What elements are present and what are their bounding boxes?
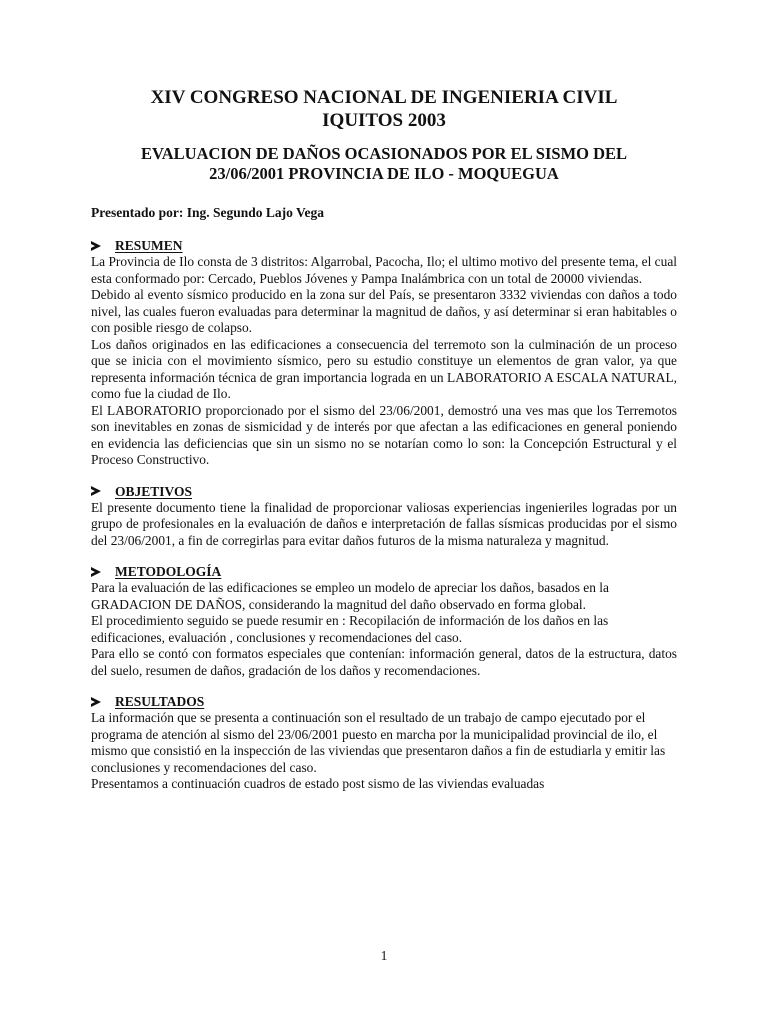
section-heading-label: RESULTADOS (115, 694, 205, 709)
paragraph: Los daños originados en las edificaciones a consecuencia del terremoto son la culminación de un proceso que se inicia con el movimiento sísmico, pero su estudio constituye un elementos de gran valor, ya que representa información técnica de gran importancia lograda en un LABORATORIO A ESCALA NATURAL, como fue la ciudad de Ilo. (91, 336, 677, 401)
paragraph: La información que se presenta a continuación son el resultado de un trabajo de campo ejecutado por el programa de atención al sismo del 23/06/2001 puesto en marcha por la municipalidad provincial de ilo, el mismo que consistió en la inspección de las viviendas que presentaron daños a fin de estudiarla y emitir las conclusiones y recomendaciones del caso. (91, 710, 666, 775)
section-heading (91, 563, 677, 580)
section-heading-label: RESUMEN (115, 238, 183, 253)
subtitle-line-2: 23/06/2001 PROVINCIA DE ILO - MOQUEGUA (209, 164, 559, 183)
arrow-bullet-icon (91, 486, 101, 496)
document-subtitle (91, 144, 677, 184)
paragraph: Para ello se contó con formatos especiales que contenían: información general, datos de la estructura, datos del suelo, resumen de daños, gradación de los daños y recomendaciones. (91, 646, 677, 678)
section-resultados (91, 693, 677, 793)
paragraph: El procedimiento seguido se puede resumir en : Recopilación de información de los daños en las edificaciones, evaluación , conclusiones y recomendaciones del caso. (91, 613, 609, 645)
arrow-bullet-icon (91, 697, 101, 707)
paragraph: Para la evaluación de las edificaciones se empleo un modelo de apreciar los daños, basados en la GRADACION DE DAÑOS, considerando la magnitud del daño observado en forma global. (91, 580, 609, 612)
section-heading (91, 237, 677, 254)
title-line-2: IQUITOS 2003 (322, 110, 446, 131)
document-title (91, 86, 677, 132)
paragraph: La Provincia de Ilo consta de 3 distritos: Algarrobal, Pacocha, Ilo; el ultimo motivo del presente tema, el cual esta conformado por: Cercado, Pueblos Jóvenes y Pampa Inalámbrica con un total de 20000 viviendas. (91, 254, 677, 286)
paragraph: Debido al evento sísmico producido en la zona sur del País, se presentaron 3332 viviendas con daños a todo nivel, las cuales fueron evaluadas para determinar la magnitud de daños, y así determinar si eran habitables o con posible riesgo de colapso. (91, 287, 677, 335)
document-page (91, 86, 677, 793)
section-heading-label: METODOLOGÍA (115, 564, 222, 579)
section-metodologia (91, 563, 677, 679)
paragraph: El presente documento tiene la finalidad de proporcionar valiosas experiencias ingenieriles logradas por un grupo de profesionales en la evaluación de daños e interpretación de fallas sísmicas producidas por el sismo del 23/06/2001, a fin de corregirlas para evitar daños futuros de la misma naturaleza y magnitud. (91, 499, 677, 548)
section-heading-label: OBJETIVOS (115, 483, 193, 499)
section-objetivos (91, 483, 677, 550)
section-resumen (91, 237, 677, 469)
paragraph: El LABORATORIO proporcionado por el sismo del 23/06/2001, demostró una ves mas que los Terremotos son inevitables en zonas de sismicidad y de interés por que afectan a las edificaciones en general poniendo en evidencia las deficiencias que sin un sismo no se notarían como lo son: la Concepción Estructural y el Proceso Constructivo. (91, 402, 677, 467)
page-number: 1 (380, 948, 388, 963)
title-line-1: XIV CONGRESO NACIONAL DE INGENIERIA CIVIL (150, 87, 618, 108)
arrow-bullet-icon (91, 241, 101, 251)
paragraph: Presentamos a continuación cuadros de estado post sismo de las viviendas evaluadas (91, 776, 545, 791)
subtitle-line-1: EVALUACION DE DAÑOS OCASIONADOS POR EL SISMO DEL (140, 144, 628, 163)
section-heading (91, 483, 677, 500)
section-heading (91, 693, 677, 710)
presenter-line: Presentado por: Ing. Segundo Lajo Vega (91, 205, 325, 220)
arrow-bullet-icon (91, 567, 101, 577)
